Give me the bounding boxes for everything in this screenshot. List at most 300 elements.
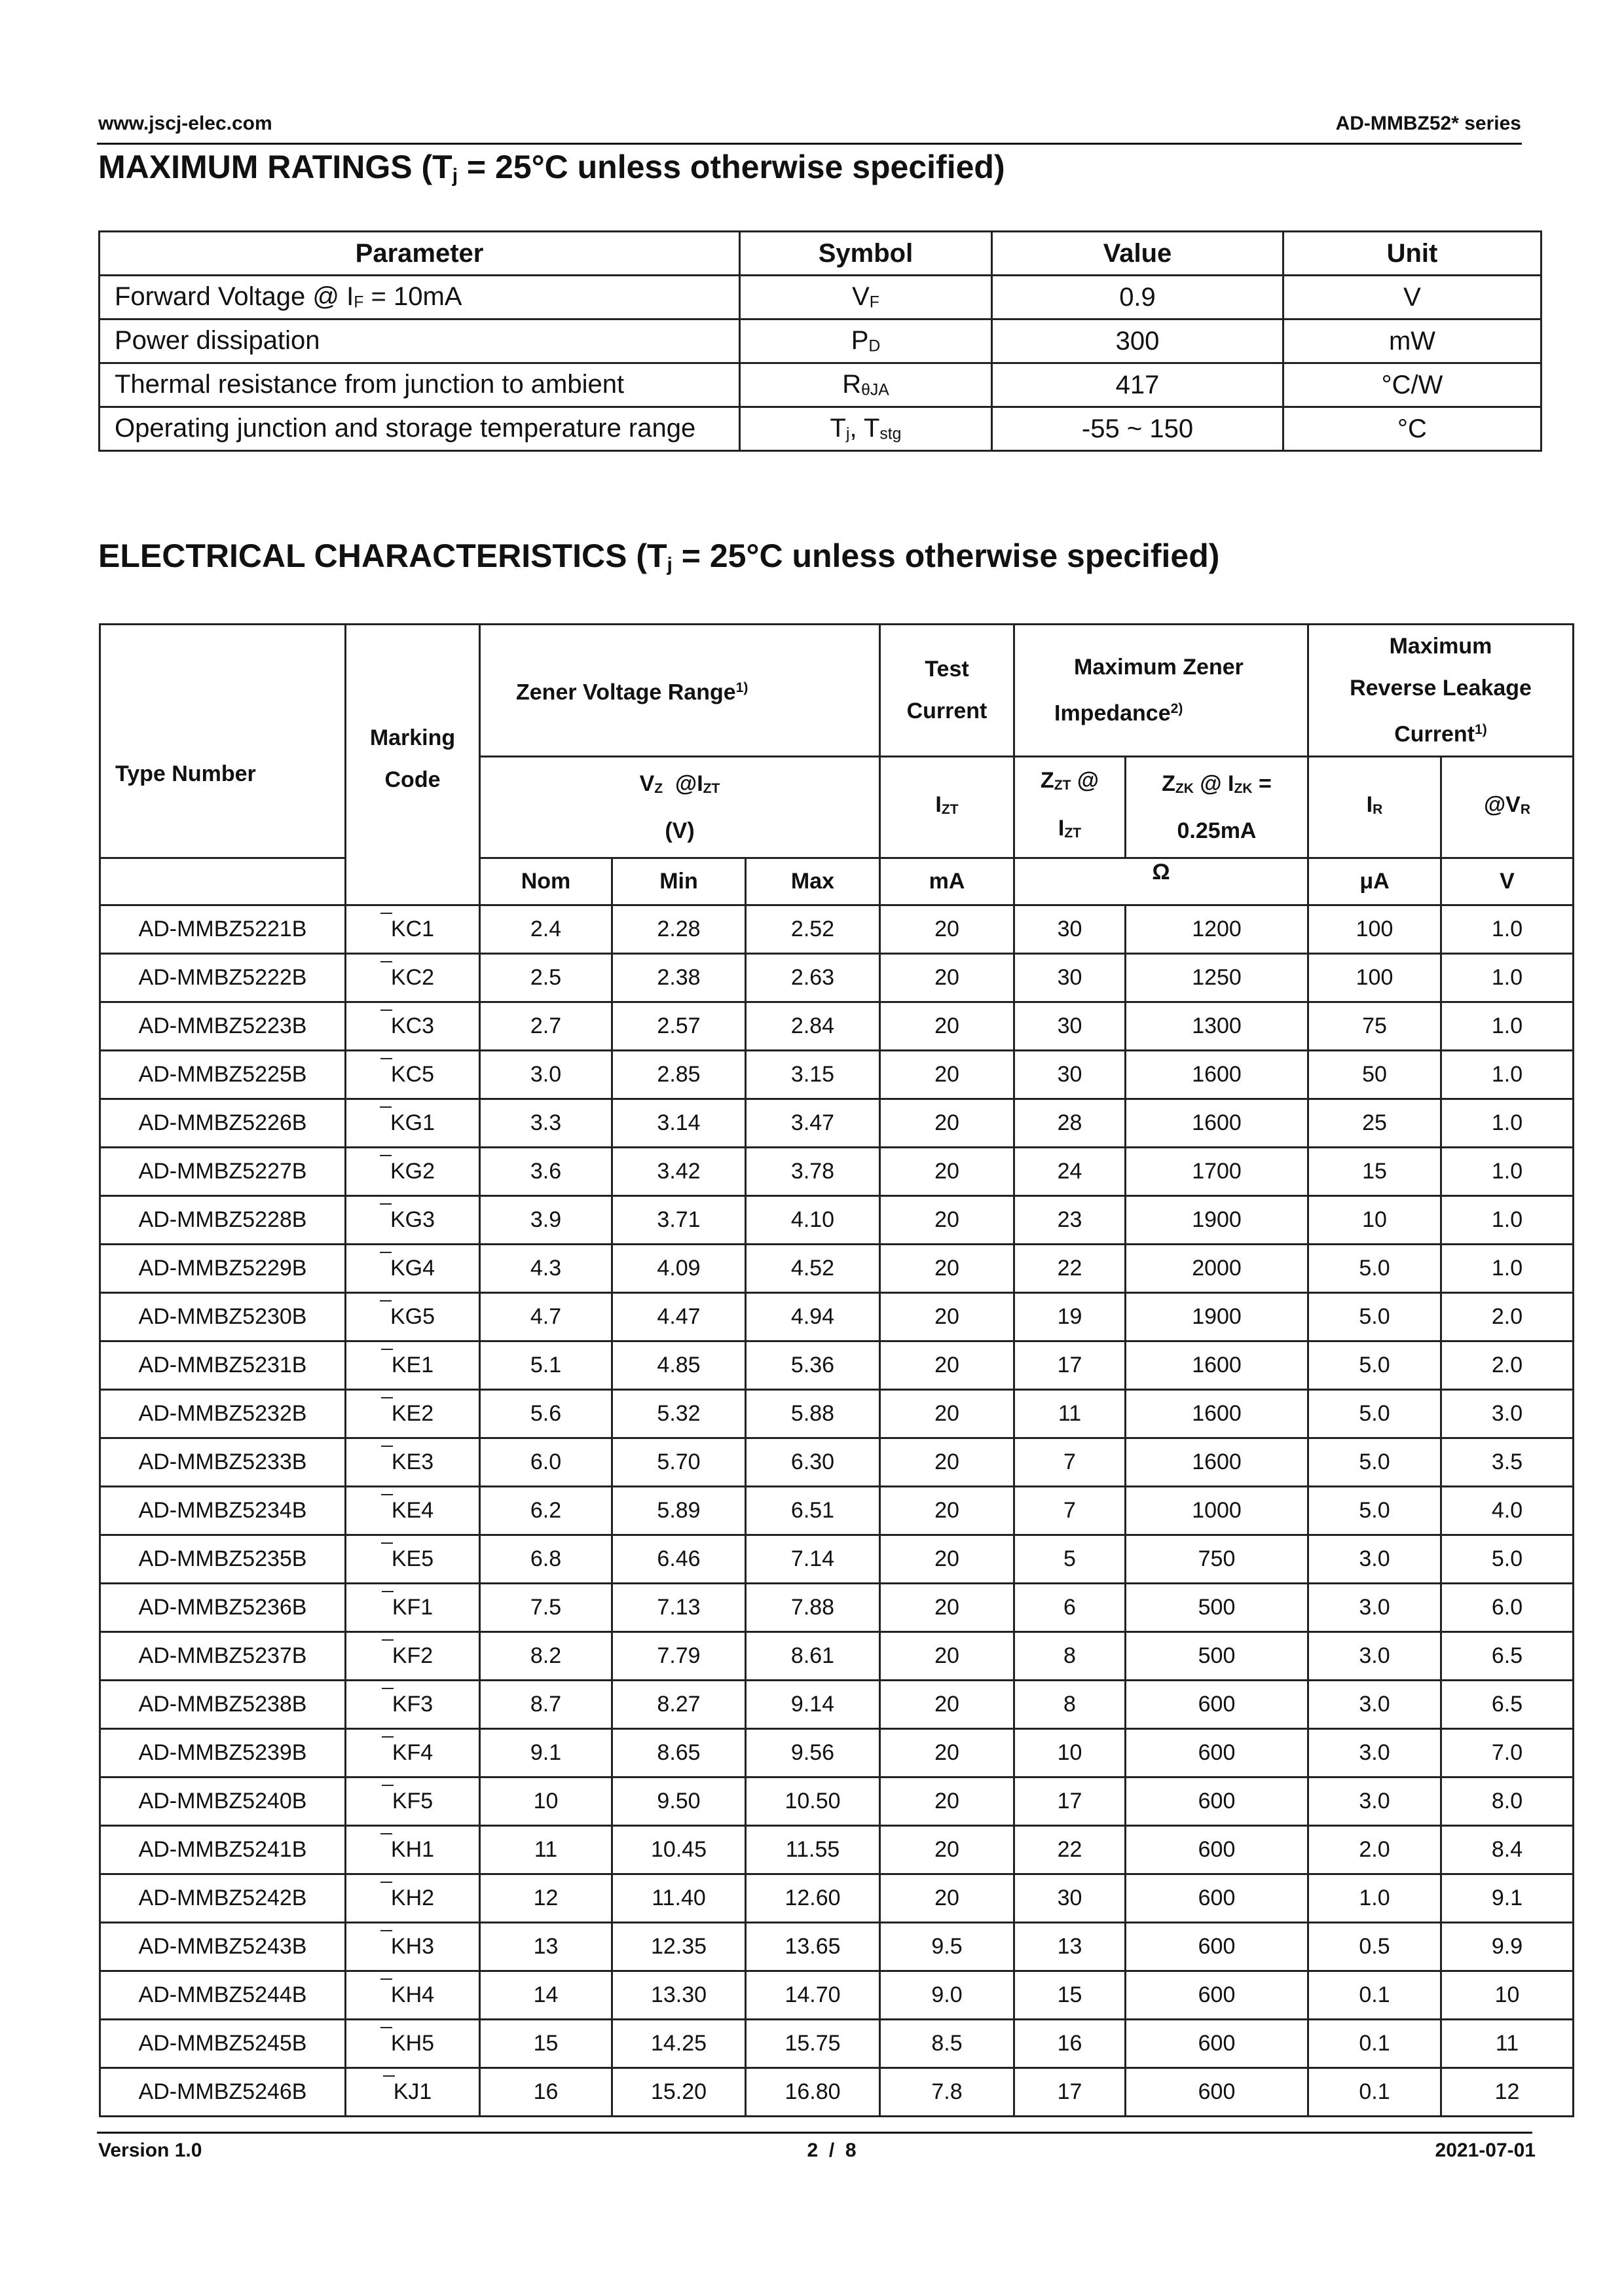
nom-cell: 14 — [480, 1971, 612, 2019]
zzt-cell: 7 — [1014, 1486, 1126, 1535]
unit-nom: Nom — [480, 858, 612, 905]
ir-cell: 3.0 — [1308, 1728, 1441, 1777]
col-header-zzk: $Z_{ZK}$ @ $I_{ZK}$ = 0.25mA — [1126, 756, 1308, 858]
ir-cell: 0.1 — [1308, 2019, 1441, 2068]
unit-ma: mA — [880, 858, 1014, 905]
type-cell: AD-MMBZ5241B — [100, 1825, 346, 1874]
table-row — [100, 1825, 1574, 1874]
max-cell: 11.55 — [746, 1825, 880, 1874]
nom-cell: 10 — [480, 1777, 612, 1825]
izt-cell: 9.5 — [880, 1922, 1014, 1971]
col-header-vr: $@V_R$ — [1441, 756, 1574, 858]
vr-cell: 1.0 — [1441, 1147, 1574, 1195]
zzt-cell: 15 — [1014, 1971, 1126, 2019]
nom-cell: 6.0 — [480, 1438, 612, 1486]
izt-cell: 20 — [880, 1341, 1014, 1389]
table-row — [100, 1680, 1574, 1728]
table-row — [100, 1583, 1574, 1631]
vr-cell: 6.5 — [1441, 1631, 1574, 1680]
col-header-ir: $I_R$ — [1308, 756, 1441, 858]
min-cell: 8.65 — [612, 1728, 746, 1777]
type-cell: AD-MMBZ5221B — [100, 905, 346, 953]
zzt-cell: 19 — [1014, 1292, 1126, 1341]
unit-ua: μA — [1308, 858, 1441, 905]
min-cell: 6.46 — [612, 1535, 746, 1583]
max-cell: 5.88 — [746, 1389, 880, 1438]
min-cell: 13.30 — [612, 1971, 746, 2019]
ir-cell: 3.0 — [1308, 1535, 1441, 1583]
table-row — [100, 363, 1541, 407]
marking-code: KG2 — [390, 1158, 435, 1184]
type-cell: AD-MMBZ5222B — [100, 953, 346, 1002]
mark-cell — [346, 1874, 480, 1922]
marking-code: KF1 — [392, 1594, 434, 1620]
mark-cell — [346, 905, 480, 953]
mark-cell — [346, 1341, 480, 1389]
ir-cell: 3.0 — [1308, 1631, 1441, 1680]
mark-cell — [346, 1922, 480, 1971]
type-cell: AD-MMBZ5239B — [100, 1728, 346, 1777]
nom-cell: 2.7 — [480, 1002, 612, 1050]
izt-cell: 20 — [880, 1535, 1014, 1583]
vr-cell: 8.4 — [1441, 1825, 1574, 1874]
table-row — [100, 2068, 1574, 2116]
table-row — [100, 1099, 1574, 1147]
col-header-max-zener-impedance: Maximum Zener Impedance$^{2)}$ — [1014, 625, 1308, 757]
marking-code: KH1 — [390, 1836, 435, 1862]
ir-cell: 10 — [1308, 1195, 1441, 1244]
marking-code: KE3 — [391, 1449, 434, 1474]
type-cell: AD-MMBZ5234B — [100, 1486, 346, 1535]
izt-cell: 20 — [880, 1486, 1014, 1535]
zzt-cell: 17 — [1014, 2068, 1126, 2116]
zzt-cell: 22 — [1014, 1825, 1126, 1874]
type-cell: AD-MMBZ5232B — [100, 1389, 346, 1438]
zzt-cell: 17 — [1014, 1341, 1126, 1389]
marking-code: KE1 — [391, 1352, 434, 1377]
ir-cell: 0.5 — [1308, 1922, 1441, 1971]
type-cell: AD-MMBZ5231B — [100, 1341, 346, 1389]
col-header: Parameter — [100, 232, 740, 276]
type-cell: AD-MMBZ5226B — [100, 1099, 346, 1147]
marking-code: KG1 — [390, 1110, 435, 1135]
table-row — [100, 407, 1541, 451]
footer-rule — [97, 2132, 1532, 2134]
nom-cell: 3.9 — [480, 1195, 612, 1244]
zzt-cell: 17 — [1014, 1777, 1126, 1825]
ir-cell: 0.1 — [1308, 2068, 1441, 2116]
izt-cell: 20 — [880, 1583, 1014, 1631]
marking-code: KF2 — [392, 1643, 434, 1668]
mark-cell — [346, 1244, 480, 1292]
marking-code: KH4 — [390, 1982, 435, 2007]
table-row — [100, 1971, 1574, 2019]
vr-cell: 1.0 — [1441, 1099, 1574, 1147]
mark-cell — [346, 1050, 480, 1099]
vr-cell: 5.0 — [1441, 1535, 1574, 1583]
marking-code: KE5 — [391, 1546, 434, 1571]
nom-cell: 16 — [480, 2068, 612, 2116]
ir-cell: 50 — [1308, 1050, 1441, 1099]
mark-cell — [346, 2019, 480, 2068]
type-cell: AD-MMBZ5228B — [100, 1195, 346, 1244]
max-cell: 2.52 — [746, 905, 880, 953]
col-header: Unit — [1283, 232, 1541, 276]
ir-cell: 25 — [1308, 1099, 1441, 1147]
type-cell: AD-MMBZ5237B — [100, 1631, 346, 1680]
table-row — [100, 1002, 1574, 1050]
mark-cell — [346, 1438, 480, 1486]
max-ratings-table — [98, 230, 1542, 452]
table-header-row — [100, 625, 1574, 757]
col-header-zzt: $Z_{ZT}$ @ $I_{ZT}$ — [1014, 756, 1126, 858]
min-cell: 5.32 — [612, 1389, 746, 1438]
max-cell: 15.75 — [746, 2019, 880, 2068]
zzk-cell: 600 — [1126, 1971, 1308, 2019]
col-header-marking-code: Marking Code — [346, 625, 480, 905]
izt-cell: 20 — [880, 1147, 1014, 1195]
izt-cell: 20 — [880, 1825, 1014, 1874]
vr-cell: 3.0 — [1441, 1389, 1574, 1438]
min-cell: 14.25 — [612, 2019, 746, 2068]
min-cell: 8.27 — [612, 1680, 746, 1728]
zzk-cell: 1000 — [1126, 1486, 1308, 1535]
izt-cell: 7.8 — [880, 2068, 1014, 2116]
unit-cell: °C — [1283, 407, 1541, 451]
nom-cell: 4.3 — [480, 1244, 612, 1292]
table-header-row — [100, 232, 1541, 276]
nom-cell: 5.1 — [480, 1341, 612, 1389]
nom-cell: 6.8 — [480, 1535, 612, 1583]
min-cell: 3.42 — [612, 1147, 746, 1195]
zzt-cell: 30 — [1014, 1050, 1126, 1099]
min-cell: 2.28 — [612, 905, 746, 953]
value-cell: -55 ~ 150 — [992, 407, 1283, 451]
nom-cell: 4.7 — [480, 1292, 612, 1341]
zzk-cell: 1600 — [1126, 1099, 1308, 1147]
vr-cell: 1.0 — [1441, 1002, 1574, 1050]
min-cell: 7.13 — [612, 1583, 746, 1631]
type-cell: AD-MMBZ5236B — [100, 1583, 346, 1631]
ir-cell: 5.0 — [1308, 1292, 1441, 1341]
marking-code: KH2 — [390, 1885, 435, 1910]
max-cell: 2.63 — [746, 953, 880, 1002]
zzk-cell: 2000 — [1126, 1244, 1308, 1292]
min-cell: 2.85 — [612, 1050, 746, 1099]
max-cell: 2.84 — [746, 1002, 880, 1050]
min-cell: 4.47 — [612, 1292, 746, 1341]
mark-cell — [346, 1728, 480, 1777]
table-row — [100, 1728, 1574, 1777]
izt-cell: 20 — [880, 953, 1014, 1002]
zzk-cell: 1900 — [1126, 1195, 1308, 1244]
marking-code: KH5 — [390, 2030, 435, 2056]
ir-cell: 3.0 — [1308, 1583, 1441, 1631]
table-row — [100, 1535, 1574, 1583]
marking-code: KJ1 — [393, 2079, 432, 2104]
zzk-cell: 500 — [1126, 1583, 1308, 1631]
vr-cell: 1.0 — [1441, 1244, 1574, 1292]
marking-code: KH3 — [390, 1933, 435, 1959]
type-cell: AD-MMBZ5235B — [100, 1535, 346, 1583]
table-row — [100, 1292, 1574, 1341]
izt-cell: 20 — [880, 1389, 1014, 1438]
zzt-cell: 22 — [1014, 1244, 1126, 1292]
max-cell: 4.10 — [746, 1195, 880, 1244]
symbol-cell: $P_D$ — [740, 319, 992, 363]
vr-cell: 1.0 — [1441, 1195, 1574, 1244]
max-cell: 5.36 — [746, 1341, 880, 1389]
nom-cell: 8.2 — [480, 1631, 612, 1680]
table-row — [100, 2019, 1574, 2068]
min-cell: 10.45 — [612, 1825, 746, 1874]
zzt-cell: 6 — [1014, 1583, 1126, 1631]
zzk-cell: 1200 — [1126, 905, 1308, 953]
min-cell: 7.79 — [612, 1631, 746, 1680]
vr-cell: 7.0 — [1441, 1728, 1574, 1777]
col-header-type-number: Type Number — [100, 625, 346, 858]
nom-cell: 3.0 — [480, 1050, 612, 1099]
type-cell: AD-MMBZ5242B — [100, 1874, 346, 1922]
zzk-cell: 600 — [1126, 1777, 1308, 1825]
ir-cell: 1.0 — [1308, 1874, 1441, 1922]
table-row — [100, 276, 1541, 319]
mark-cell — [346, 2068, 480, 2116]
zzt-cell: 10 — [1014, 1728, 1126, 1777]
zzk-cell: 600 — [1126, 2068, 1308, 2116]
unit-v: V — [1441, 858, 1574, 905]
izt-cell: 20 — [880, 1244, 1014, 1292]
mark-cell — [346, 1583, 480, 1631]
mark-cell — [346, 1486, 480, 1535]
zzk-cell: 600 — [1126, 1922, 1308, 1971]
min-cell: 2.38 — [612, 953, 746, 1002]
nom-cell: 9.1 — [480, 1728, 612, 1777]
unit-cell: °C/W — [1283, 363, 1541, 407]
table-row — [100, 1147, 1574, 1195]
marking-code: KC2 — [390, 964, 435, 990]
min-cell: 11.40 — [612, 1874, 746, 1922]
max-cell: 6.30 — [746, 1438, 880, 1486]
max-cell: 12.60 — [746, 1874, 880, 1922]
value-cell: 300 — [992, 319, 1283, 363]
ir-cell: 100 — [1308, 905, 1441, 953]
col-header-izt: $I_{ZT}$ — [880, 756, 1014, 858]
marking-code: KF4 — [392, 1740, 434, 1765]
min-cell: 2.57 — [612, 1002, 746, 1050]
zzt-cell: 30 — [1014, 905, 1126, 953]
mark-cell — [346, 1099, 480, 1147]
zzk-cell: 1300 — [1126, 1002, 1308, 1050]
izt-cell: 20 — [880, 1680, 1014, 1728]
min-cell: 12.35 — [612, 1922, 746, 1971]
max-cell: 9.14 — [746, 1680, 880, 1728]
zzk-cell: 600 — [1126, 1825, 1308, 1874]
min-cell: 5.89 — [612, 1486, 746, 1535]
footer-page-number: 2 / 8 — [807, 2140, 857, 2161]
nom-cell: 12 — [480, 1874, 612, 1922]
ir-cell: 75 — [1308, 1002, 1441, 1050]
marking-code: KE2 — [391, 1400, 434, 1426]
izt-cell: 8.5 — [880, 2019, 1014, 2068]
header-rule — [97, 143, 1522, 145]
zzt-cell: 11 — [1014, 1389, 1126, 1438]
vr-cell: 1.0 — [1441, 905, 1574, 953]
izt-cell: 20 — [880, 1002, 1014, 1050]
col-header: Symbol — [740, 232, 992, 276]
min-cell: 9.50 — [612, 1777, 746, 1825]
table-row — [100, 1486, 1574, 1535]
mark-cell — [346, 1680, 480, 1728]
izt-cell: 20 — [880, 1631, 1014, 1680]
max-cell: 4.52 — [746, 1244, 880, 1292]
vr-cell: 1.0 — [1441, 1050, 1574, 1099]
marking-code: KC5 — [390, 1061, 435, 1087]
min-cell: 3.14 — [612, 1099, 746, 1147]
table-row — [100, 1631, 1574, 1680]
table-row — [100, 1050, 1574, 1099]
nom-cell: 3.6 — [480, 1147, 612, 1195]
type-cell: AD-MMBZ5233B — [100, 1438, 346, 1486]
max-cell: 4.94 — [746, 1292, 880, 1341]
zzt-cell: 30 — [1014, 953, 1126, 1002]
mark-cell — [346, 1825, 480, 1874]
type-cell: AD-MMBZ5244B — [100, 1971, 346, 2019]
vr-cell: 6.5 — [1441, 1680, 1574, 1728]
type-cell: AD-MMBZ5229B — [100, 1244, 346, 1292]
ir-cell: 100 — [1308, 953, 1441, 1002]
nom-cell: 5.6 — [480, 1389, 612, 1438]
zzt-cell: 30 — [1014, 1874, 1126, 1922]
marking-code: KC3 — [390, 1013, 435, 1038]
zzt-cell: 8 — [1014, 1680, 1126, 1728]
zzt-cell: 16 — [1014, 2019, 1126, 2068]
min-cell: 15.20 — [612, 2068, 746, 2116]
max-cell: 16.80 — [746, 2068, 880, 2116]
ir-cell: 5.0 — [1308, 1486, 1441, 1535]
ir-cell: 0.1 — [1308, 1971, 1441, 2019]
value-cell: 0.9 — [992, 276, 1283, 319]
vr-cell: 2.0 — [1441, 1341, 1574, 1389]
ir-cell: 5.0 — [1308, 1244, 1441, 1292]
nom-cell: 13 — [480, 1922, 612, 1971]
col-header: Value — [992, 232, 1283, 276]
mark-cell — [346, 1631, 480, 1680]
mark-cell — [346, 1389, 480, 1438]
izt-cell: 20 — [880, 905, 1014, 953]
max-cell: 7.88 — [746, 1583, 880, 1631]
table-row — [100, 1874, 1574, 1922]
table-row — [100, 1341, 1574, 1389]
mark-cell — [346, 1002, 480, 1050]
marking-code: KF5 — [392, 1788, 434, 1813]
marking-code: KE4 — [391, 1497, 434, 1523]
max-cell: 14.70 — [746, 1971, 880, 2019]
table-row — [100, 1389, 1574, 1438]
zzt-cell: 5 — [1014, 1535, 1126, 1583]
max-cell: 10.50 — [746, 1777, 880, 1825]
type-cell: AD-MMBZ5225B — [100, 1050, 346, 1099]
zzk-cell: 600 — [1126, 2019, 1308, 2068]
parameter-cell: Thermal resistance from junction to ambient — [100, 363, 740, 407]
symbol-cell: $V_F$ — [740, 276, 992, 319]
website-url: www.jscj-elec.com — [98, 113, 272, 134]
max-cell: 8.61 — [746, 1631, 880, 1680]
table-row — [100, 1244, 1574, 1292]
vr-cell: 12 — [1441, 2068, 1574, 2116]
table-row — [100, 953, 1574, 1002]
zzk-cell: 1600 — [1126, 1389, 1308, 1438]
col-header-vz: $V_Z$ $@I_{ZT}$ (V) — [480, 756, 880, 858]
mark-cell — [346, 1147, 480, 1195]
max-cell: 3.78 — [746, 1147, 880, 1195]
izt-cell: 20 — [880, 1099, 1014, 1147]
nom-cell: 11 — [480, 1825, 612, 1874]
col-header-type-number-cont — [100, 858, 346, 905]
max-cell: 6.51 — [746, 1486, 880, 1535]
vr-cell: 10 — [1441, 1971, 1574, 2019]
izt-cell: 20 — [880, 1438, 1014, 1486]
izt-cell: 20 — [880, 1195, 1014, 1244]
nom-cell: 7.5 — [480, 1583, 612, 1631]
unit-cell: mW — [1283, 319, 1541, 363]
nom-cell: 3.3 — [480, 1099, 612, 1147]
vr-cell: 1.0 — [1441, 953, 1574, 1002]
nom-cell: 2.4 — [480, 905, 612, 953]
izt-cell: 20 — [880, 1777, 1014, 1825]
min-cell: 4.09 — [612, 1244, 746, 1292]
table-row — [100, 319, 1541, 363]
table-row — [100, 1922, 1574, 1971]
unit-max: Max — [746, 858, 880, 905]
nom-cell: 8.7 — [480, 1680, 612, 1728]
type-cell: AD-MMBZ5243B — [100, 1922, 346, 1971]
izt-cell: 20 — [880, 1292, 1014, 1341]
zzt-cell: 30 — [1014, 1002, 1126, 1050]
vr-cell: 11 — [1441, 2019, 1574, 2068]
vr-cell: 6.0 — [1441, 1583, 1574, 1631]
zzk-cell: 1600 — [1126, 1438, 1308, 1486]
ir-cell: 5.0 — [1308, 1438, 1441, 1486]
table-row — [100, 905, 1574, 953]
mark-cell — [346, 1535, 480, 1583]
zzt-cell: 8 — [1014, 1631, 1126, 1680]
marking-code: KC1 — [390, 916, 435, 941]
type-cell: AD-MMBZ5223B — [100, 1002, 346, 1050]
electrical-characteristics-table — [99, 623, 1574, 2117]
vr-cell: 9.9 — [1441, 1922, 1574, 1971]
table-row — [100, 1195, 1574, 1244]
zzk-cell: 500 — [1126, 1631, 1308, 1680]
symbol-cell: $T_j$, $T_{stg}$ — [740, 407, 992, 451]
nom-cell: 2.5 — [480, 953, 612, 1002]
ir-cell: 3.0 — [1308, 1777, 1441, 1825]
mark-cell — [346, 1971, 480, 2019]
mark-cell — [346, 1195, 480, 1244]
nom-cell: 6.2 — [480, 1486, 612, 1535]
type-cell: AD-MMBZ5230B — [100, 1292, 346, 1341]
izt-cell: 20 — [880, 1728, 1014, 1777]
izt-cell: 9.0 — [880, 1971, 1014, 2019]
section-title-max-ratings: MAXIMUM RATINGS ($T_j = 25^\circ C$ unless otherwise specified) — [98, 149, 1005, 187]
series-name: AD-MMBZ52* series — [1335, 113, 1521, 134]
mark-cell — [346, 1292, 480, 1341]
izt-cell: 20 — [880, 1874, 1014, 1922]
vr-cell: 2.0 — [1441, 1292, 1574, 1341]
min-cell: 4.85 — [612, 1341, 746, 1389]
min-cell: 5.70 — [612, 1438, 746, 1486]
ir-cell: 15 — [1308, 1147, 1441, 1195]
